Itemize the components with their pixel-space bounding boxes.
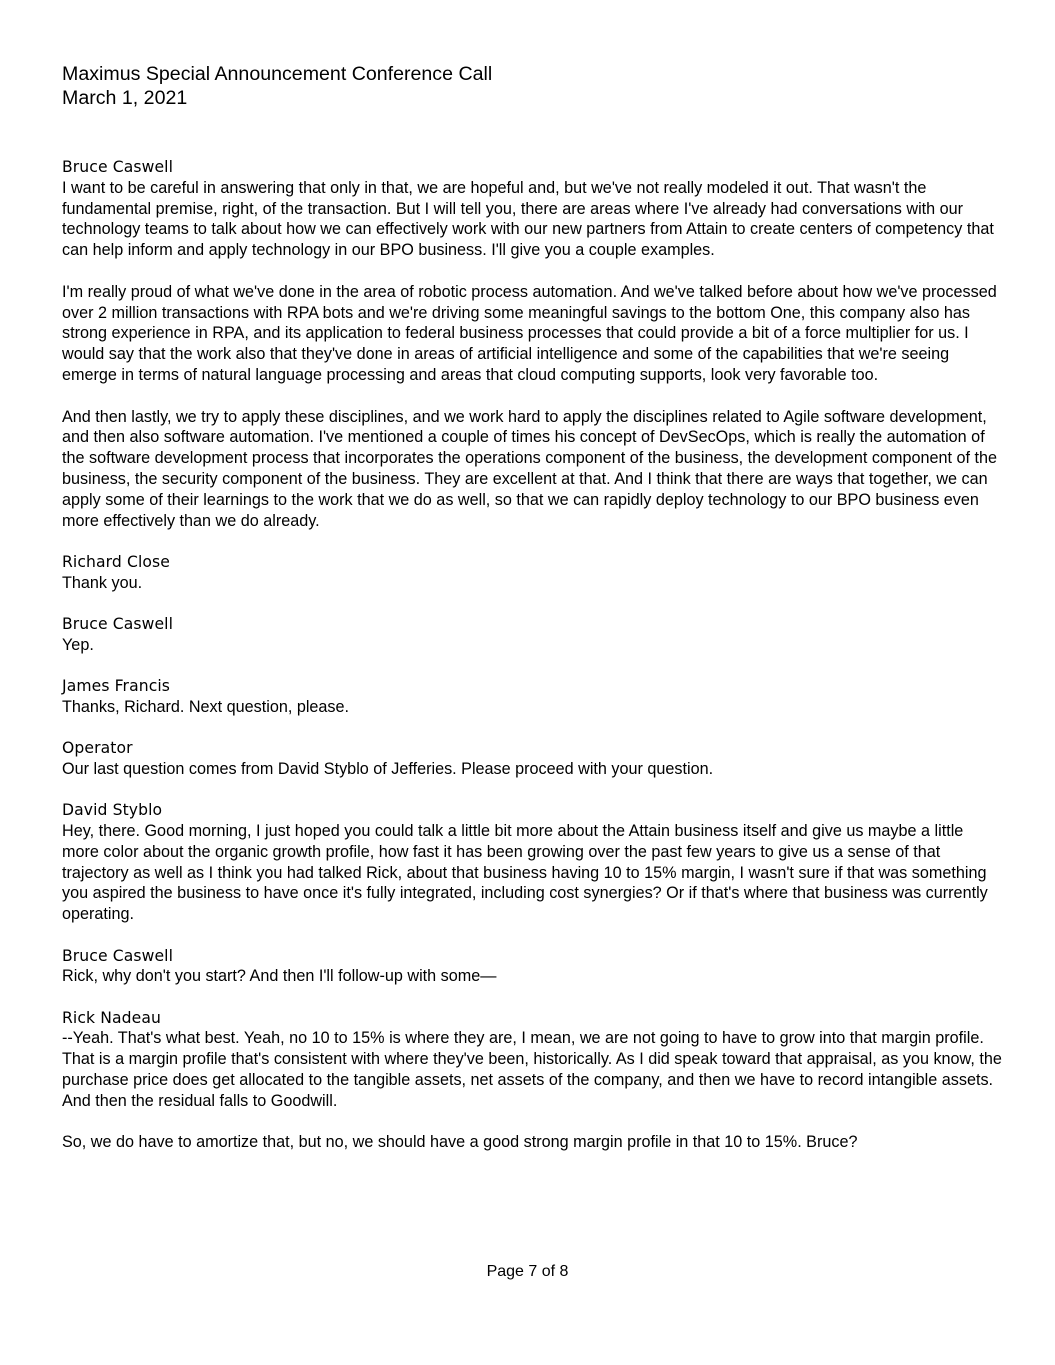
transcript-entry	[62, 157, 1002, 531]
speaker-name: Operator	[62, 739, 133, 758]
speaker-name: Bruce Caswell	[62, 614, 173, 633]
page-number: Page 7 of 8	[486, 1263, 569, 1280]
speech-paragraph: Thanks, Richard. Next question, please.	[62, 697, 350, 716]
transcript-entry	[62, 614, 1002, 656]
speech-paragraph: Our last question comes from David Styblo of Jefferies. Please proceed with your question.	[62, 759, 714, 778]
transcript-entry	[62, 800, 1002, 925]
speaker-name: Bruce Caswell	[62, 158, 173, 176]
speech-paragraph: Hey, there. Good morning, I just hoped you could talk a little bit more about the Attain business itself and give us maybe a little more color about the organic growth profile, how fast it has been growing over the past few years to give us a sense of that trajectory as well as I think you had talked Rick, about that business having 10 to 15% margin, I wasn't sure if that was something you aspired the business to have once it's fully integrated, including cost synergies? Or if that's where that business was currently operating.	[62, 822, 988, 924]
speech-paragraph: Yep.	[62, 635, 94, 654]
document-title: Maximus Special Announcement Conference Call	[62, 63, 493, 85]
document-date: March 1, 2021	[62, 87, 188, 109]
speech-paragraph: So, we do have to amortize that, but no, we should have a good strong margin profile in that 10 to 15%. Bruce?	[62, 1133, 858, 1152]
transcript-entry	[62, 946, 1002, 988]
speaker-name: Richard Close	[62, 552, 170, 571]
transcript	[62, 157, 1002, 1153]
document-page	[62, 62, 1002, 1174]
speech-paragraph: --Yeah. That's what best. Yeah, no 10 to 15% is where they are, I mean, we are not going to have to grow into that margin profile. That is a margin profile that's consistent with where they've been, historically. As I did speak toward that appraisal, as you know, the purchase price does get allocated to the tangible assets, net assets of the company, and then we have to record intangible assets. And then the residual falls to Goodwill.	[62, 1029, 1002, 1110]
speech-paragraph: I want to be careful in answering that only in that, we are hopeful and, but we've not really modeled it out. That wasn't the fundamental premise, right, of the transaction. But I will tell you, there are areas where I've already had conversations with our technology teams to talk about how we can effectively work with our new partners from Attain to create centers of competency that can help inform and apply technology in our BPO business. I'll give you a couple examples.	[62, 178, 994, 260]
speech-paragraph: And then lastly, we try to apply these disciplines, and we work hard to apply the disciplines related to Agile software development, and then also software automation. I've mentioned a couple of times his concept of DevSecOps, which is really the automation of the software development process that incorporates the operations component of the business, the development component of the business, the security component of the business. They are excellent at that. And I think that there are ways that together, we can apply some of their learnings to the work that we do as well, so that we can rapidly deploy technology to our BPO business even more effectively than we do already.	[62, 407, 997, 530]
transcript-entry	[62, 738, 1002, 780]
speaker-name: Rick Nadeau	[62, 1008, 161, 1027]
speech-paragraph: I'm really proud of what we've done in the area of robotic process automation. And we've talked before about how we've processed over 2 million transactions with RPA bots and we're driving some meaningful savings to the bottom One, this company also has strong experience in RPA, and its application to federal business processes that could provide a bit of a force multiplier for us. I would say that the work also that they've done in areas of artificial intelligence and some of the capabilities that we're seeing emerge in terms of natural language processing and areas that cloud computing supports, look very favorable too.	[62, 282, 997, 384]
speech-paragraph: Thank you.	[62, 573, 143, 592]
transcript-entry	[62, 1008, 1002, 1154]
speaker-name: James Francis	[62, 677, 171, 696]
speaker-name: David Styblo	[62, 801, 163, 820]
speech-paragraph: Rick, why don't you start? And then I'll follow-up with some—	[62, 967, 497, 986]
transcript-entry	[62, 552, 1002, 594]
transcript-entry	[62, 676, 1002, 718]
speaker-name: Bruce Caswell	[62, 946, 173, 965]
